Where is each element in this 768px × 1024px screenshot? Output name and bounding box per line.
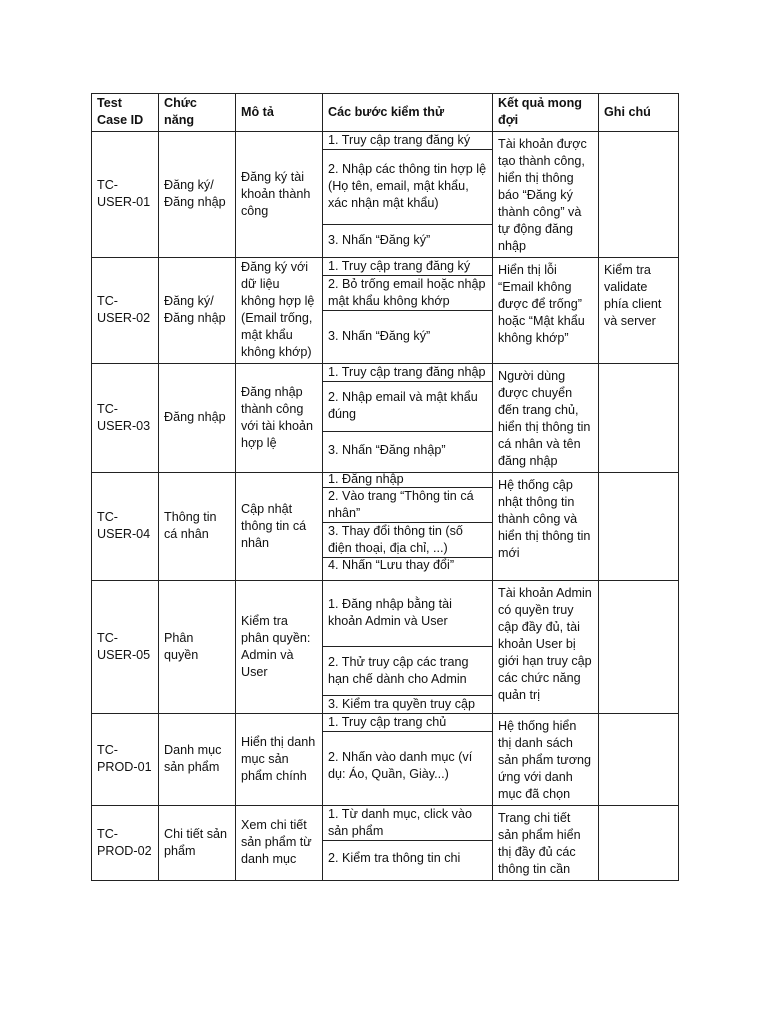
step-item	[323, 225, 492, 256]
step-item	[323, 473, 492, 488]
step-text: 2. Vào trang “Thông tin cá nhân”	[328, 488, 474, 520]
function-cell: Thông tin cá nhân	[159, 473, 236, 581]
test-case-id-cell: TC-USER-02	[92, 258, 159, 364]
step-text: 2. Nhập email và mật khẩu đúng	[328, 390, 478, 421]
steps-list	[323, 714, 492, 801]
step-text: 1. Đăng nhập	[328, 473, 404, 486]
expected-result-cell: Hiển thị lỗi “Email không được để trống” hoặc “Mật khẩu không khớp”	[493, 258, 599, 364]
notes-cell	[599, 132, 679, 258]
step-text: 1. Truy cập trang đăng ký	[328, 132, 471, 147]
steps-cell	[323, 581, 493, 714]
expected-result-cell: Tài khoản Admin có quyền truy cập đầy đủ, tài khoản User bị giới hạn truy cập các chức năng quản trị	[493, 581, 599, 714]
header-notes: Ghi chú	[599, 94, 679, 132]
notes-cell: Kiểm tra validate phía client và server	[599, 258, 679, 364]
steps-cell	[323, 258, 493, 364]
step-item	[323, 523, 492, 558]
step-text: 1. Truy cập trang đăng ký	[328, 258, 471, 273]
header-function: Chức năng	[159, 94, 236, 132]
steps-list	[323, 364, 492, 469]
step-item	[323, 311, 492, 363]
step-text: 2. Bỏ trống email hoặc nhập mật khẩu không khớp	[328, 276, 486, 308]
test-case-id-cell: TC-PROD-01	[92, 714, 159, 806]
test-case-table	[91, 93, 679, 881]
step-item	[323, 132, 492, 150]
function-cell: Phân quyền	[159, 581, 236, 714]
description-cell: Cập nhật thông tin cá nhân	[236, 473, 323, 581]
step-item	[323, 150, 492, 225]
step-item	[323, 364, 492, 382]
description-cell: Đăng ký với dữ liệu không hợp lệ (Email trống, mật khẩu không khớp)	[236, 258, 323, 364]
step-text: 3. Thay đổi thông tin (số điện thoại, địa chỉ, ...)	[328, 523, 463, 555]
steps-list	[323, 581, 492, 713]
expected-result-cell: Tài khoản được tạo thành công, hiển thị thông báo “Đăng ký thành công” và tự động đăng nhập	[493, 132, 599, 258]
function-cell: Đăng ký/Đăng nhập	[159, 132, 236, 258]
step-text: 1. Đăng nhập bằng tài khoản Admin và User	[328, 597, 452, 628]
table-row	[92, 806, 679, 881]
step-text: 3. Nhấn “Đăng nhập”	[328, 442, 446, 457]
expected-result-cell: Hệ thống cập nhật thông tin thành công và hiển thị thông tin mới	[493, 473, 599, 581]
step-item	[323, 258, 492, 276]
step-text: 3. Nhấn “Đăng ký”	[328, 329, 431, 343]
header-test-case-id: Test Case ID	[92, 94, 159, 132]
step-item	[323, 647, 492, 696]
description-cell: Đăng ký tài khoản thành công	[236, 132, 323, 258]
test-case-id-cell: TC-USER-03	[92, 364, 159, 473]
step-item	[323, 488, 492, 523]
test-case-id-cell: TC-PROD-02	[92, 806, 159, 881]
step-item	[323, 581, 492, 647]
step-text: 2. Kiểm tra thông tin chi	[328, 851, 461, 865]
description-cell: Kiểm tra phân quyền: Admin và User	[236, 581, 323, 714]
step-item	[323, 382, 492, 432]
header-description: Mô tả	[236, 94, 323, 132]
notes-cell	[599, 714, 679, 806]
table-row	[92, 364, 679, 473]
function-cell: Đăng nhập	[159, 364, 236, 473]
steps-list	[323, 806, 492, 877]
header-steps: Các bước kiểm thử	[323, 94, 493, 132]
table-row	[92, 581, 679, 714]
steps-cell	[323, 364, 493, 473]
step-text: 2. Thử truy cập các trang hạn chế dành cho Admin	[328, 654, 469, 686]
step-text: 1. Truy cập trang chủ	[328, 714, 447, 729]
steps-list	[323, 132, 492, 256]
description-cell: Đăng nhập thành công với tài khoản hợp lệ	[236, 364, 323, 473]
notes-cell	[599, 473, 679, 581]
notes-cell	[599, 364, 679, 473]
test-case-id-cell: TC-USER-01	[92, 132, 159, 258]
steps-list	[323, 473, 492, 580]
step-item	[323, 432, 492, 469]
step-text: 1. Từ danh mục, click vào sản phẩm	[328, 806, 472, 838]
step-item	[323, 841, 492, 877]
step-item	[323, 732, 492, 801]
function-cell: Đăng ký/Đăng nhập	[159, 258, 236, 364]
step-item	[323, 714, 492, 732]
steps-list	[323, 258, 492, 363]
function-cell: Chi tiết sản phẩm	[159, 806, 236, 881]
description-cell: Xem chi tiết sản phẩm từ danh mục	[236, 806, 323, 881]
description-cell: Hiển thị danh mục sản phẩm chính	[236, 714, 323, 806]
step-text: 4. Nhấn “Lưu thay đổi”	[328, 558, 455, 572]
step-item	[323, 276, 492, 311]
steps-cell	[323, 806, 493, 881]
header-expected-result: Kết quả mong đợi	[493, 94, 599, 132]
step-text: 1. Truy cập trang đăng nhập	[328, 364, 486, 379]
step-text: 3. Nhấn “Đăng ký”	[328, 232, 431, 247]
function-cell: Danh mục sản phẩm	[159, 714, 236, 806]
notes-cell	[599, 806, 679, 881]
steps-cell	[323, 714, 493, 806]
step-item	[323, 696, 492, 713]
step-text: 2. Nhập các thông tin hợp lệ (Họ tên, email, mật khẩu, xác nhận mật khẩu)	[328, 162, 487, 210]
test-case-id-cell: TC-USER-04	[92, 473, 159, 581]
step-text: 2. Nhấn vào danh mục (ví dụ: Áo, Quần, Giày...)	[328, 750, 473, 781]
step-text: 3. Kiểm tra quyền truy cập	[328, 696, 475, 711]
expected-result-cell: Hệ thống hiển thị danh sách sản phẩm tương ứng với danh mục đã chọn	[493, 714, 599, 806]
table-row	[92, 258, 679, 364]
notes-cell	[599, 581, 679, 714]
steps-cell	[323, 473, 493, 581]
header-row	[92, 94, 679, 132]
steps-cell	[323, 132, 493, 258]
expected-result-cell: Người dùng được chuyển đến trang chủ, hiển thị thông tin cá nhân và tên đăng nhập	[493, 364, 599, 473]
expected-result-cell: Trang chi tiết sản phẩm hiển thị đầy đủ các thông tin cần	[493, 806, 599, 881]
test-case-id-cell: TC-USER-05	[92, 581, 159, 714]
table-row	[92, 473, 679, 581]
table-row	[92, 132, 679, 258]
step-item	[323, 558, 492, 574]
step-item	[323, 806, 492, 841]
table-row	[92, 714, 679, 806]
